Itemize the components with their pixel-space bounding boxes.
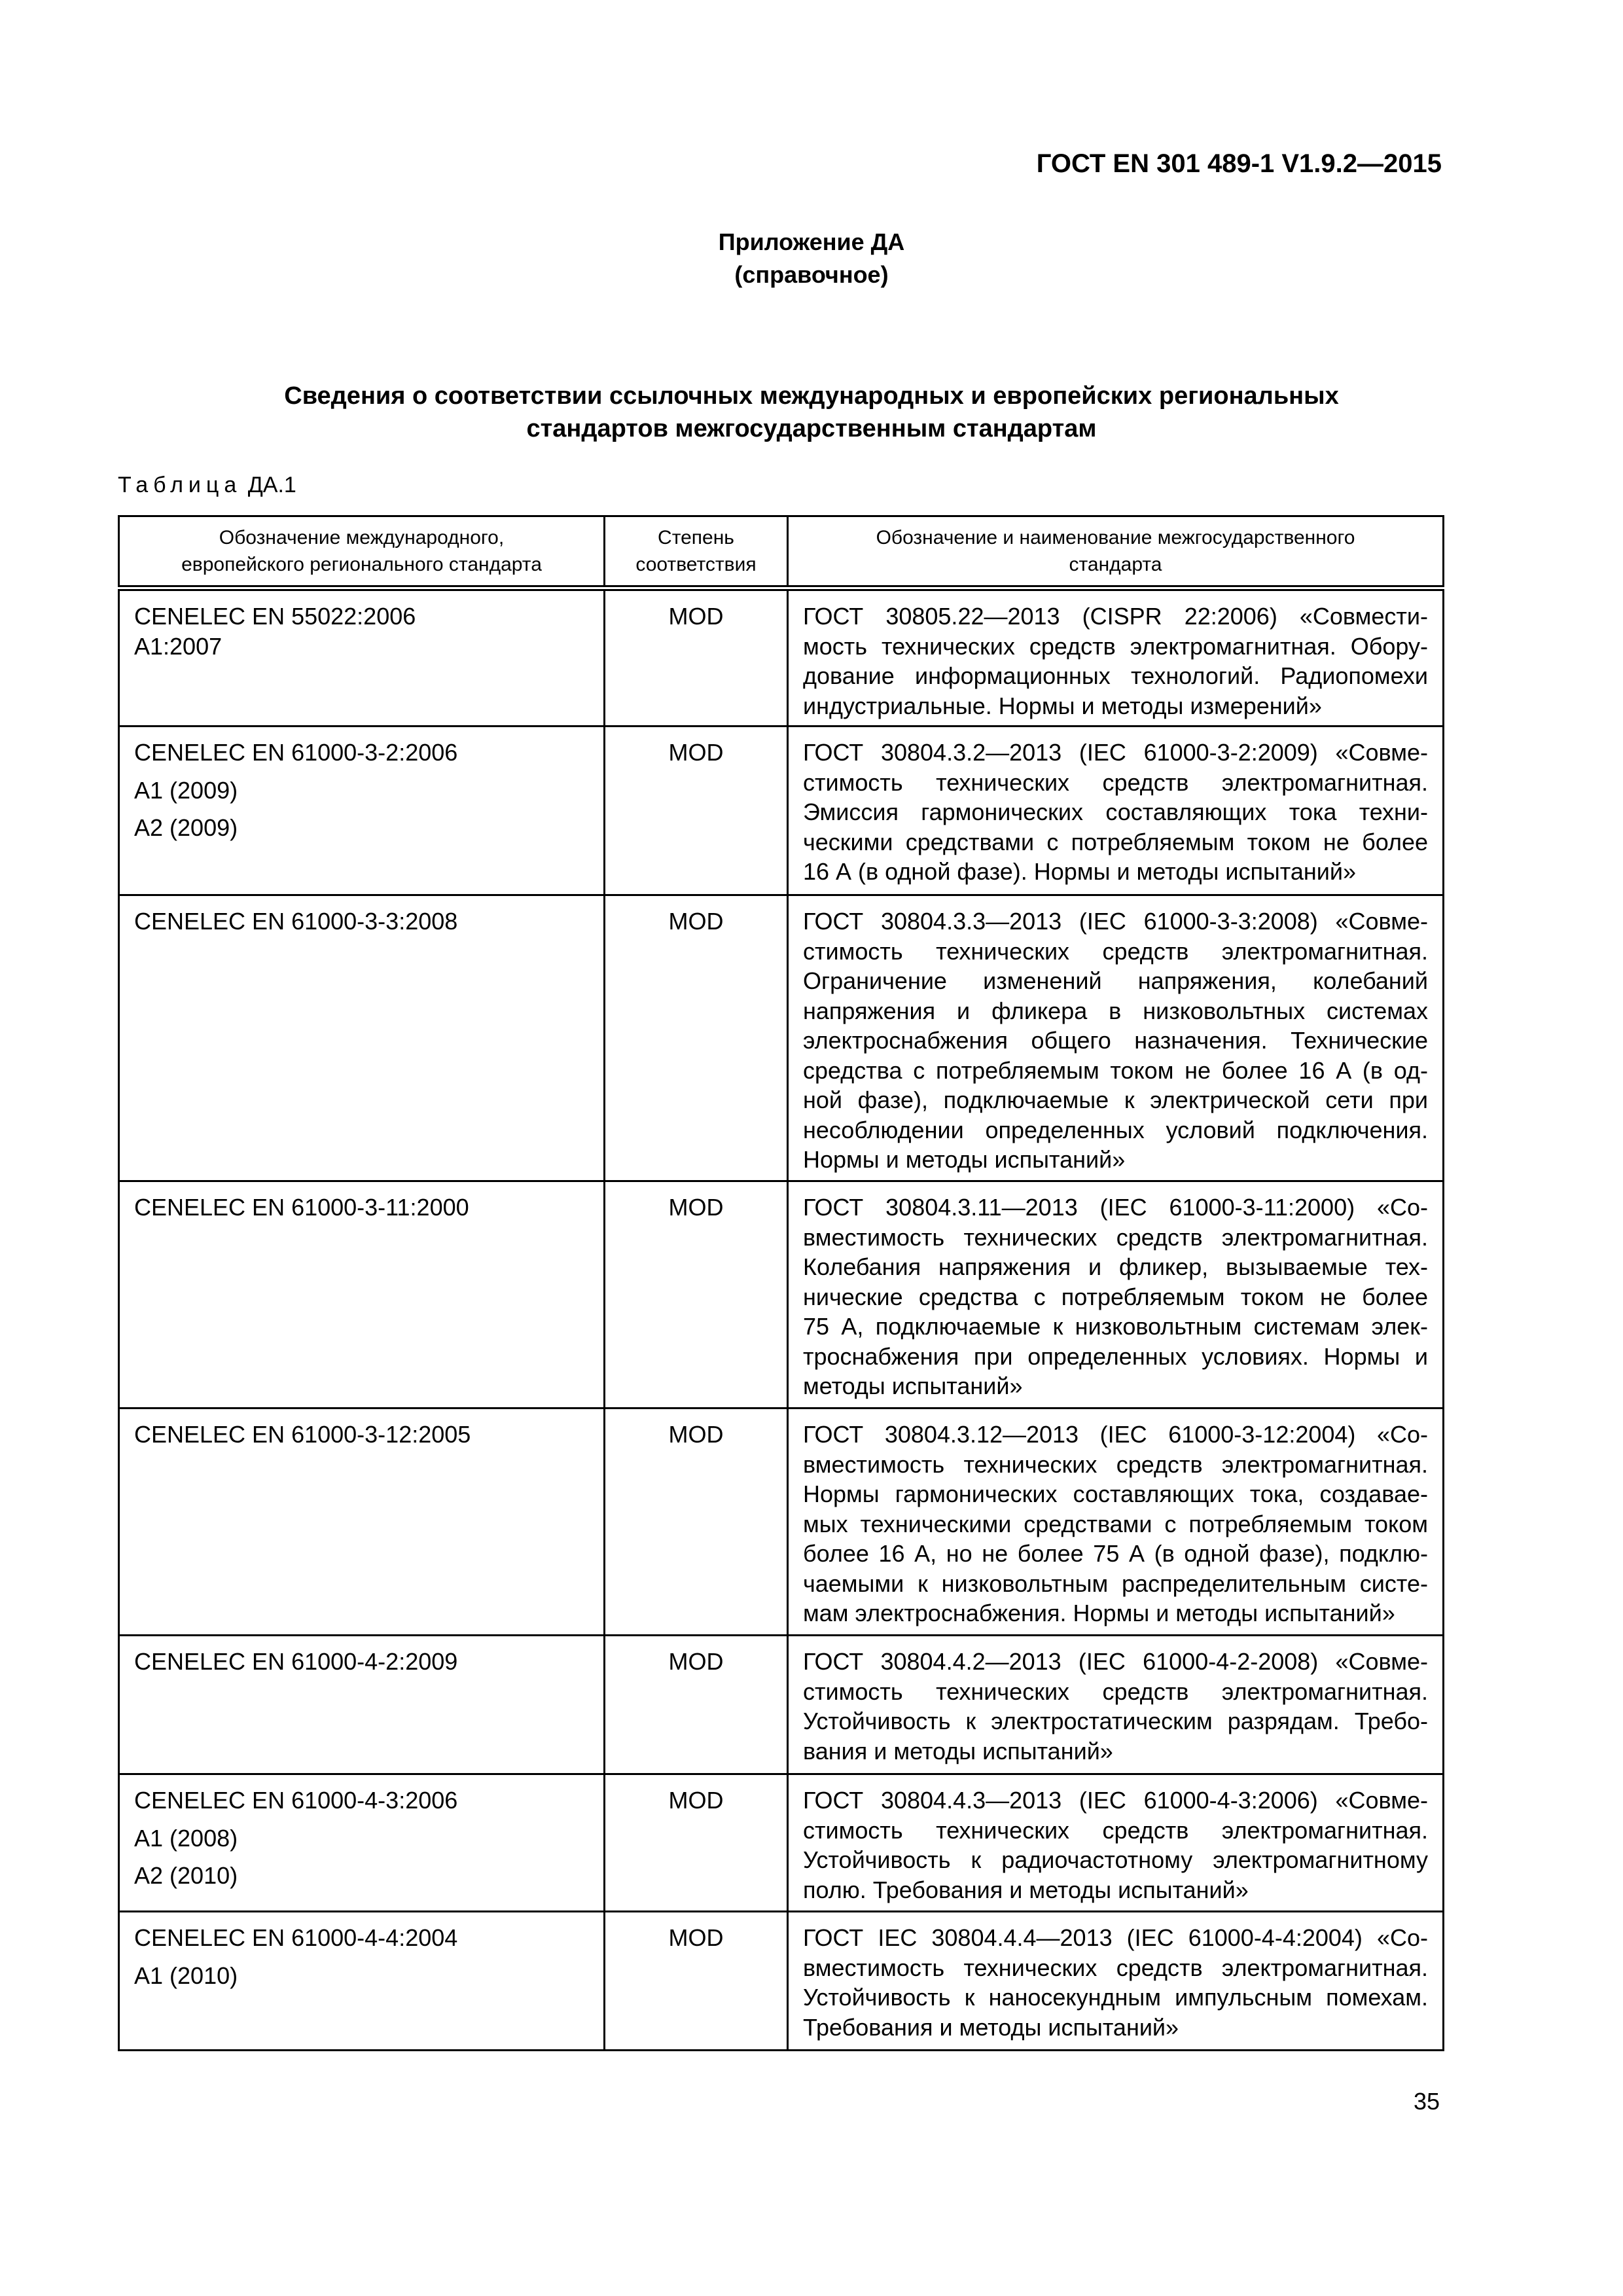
header-line: стандарта (1069, 554, 1162, 575)
text-line: ГОСТ 30805.22—2013 (CISPR 22:2006) «Совмести- (803, 603, 1428, 630)
cell-interstate-standard (788, 1408, 1444, 1636)
text-line: несоблюдении определенных условий подключения. (803, 1116, 1428, 1143)
table-row (119, 588, 1444, 726)
standard-designation: CENELEC EN 61000-3-3:2008 (134, 908, 458, 935)
text-line: нические средства с потребляемым током не более (803, 1283, 1428, 1310)
text-line: Эмиссия гармонических составляющих тока техни- (803, 798, 1428, 825)
text-line: Ограничение изменений напряжения, колебаний (803, 967, 1428, 994)
cell-interstate-standard (788, 726, 1444, 895)
header-line: Степень (658, 527, 734, 548)
annex-subtitle: (справочное) (734, 261, 889, 288)
table-label-number: ДА.1 (247, 473, 296, 497)
cell-international-standard (119, 1181, 605, 1408)
cell-degree: MOD (605, 588, 788, 726)
annex-title: Приложение ДА (718, 228, 905, 255)
standard-designation: CENELEC EN 61000-4-3:2006 (134, 1787, 458, 1814)
header-line: европейского регионального стандарта (181, 554, 542, 575)
table-label-word: Таблица (118, 473, 242, 497)
text-line: ной фазе), подключаемые к электрической сети при (803, 1086, 1428, 1113)
cell-interstate-standard (788, 1774, 1444, 1912)
cell-international-standard (119, 1774, 605, 1912)
text-line: Устойчивость к наносекундным импульсным помехам. (803, 1984, 1428, 2011)
standard-designation: CENELEC EN 55022:2006 (134, 603, 416, 630)
section-heading (0, 380, 1623, 445)
annex-title-block (0, 226, 1623, 291)
text-line: ГОСТ 30804.3.2—2013 (IEC 61000-3-2:2009) «Совме- (803, 739, 1428, 766)
table-row (119, 895, 1444, 1181)
cell-international-standard (119, 1408, 605, 1636)
table-row (119, 1408, 1444, 1636)
table-row (119, 726, 1444, 895)
standard-designation: A2 (2010) (134, 1862, 238, 1889)
cell-degree: MOD (605, 895, 788, 1181)
header-line: Обозначение международного, (219, 527, 505, 548)
heading-line-2: стандартов межгосударственным стандартам (526, 415, 1097, 442)
table-row (119, 1181, 1444, 1408)
text-line: ГОСТ 30804.4.2—2013 (IEC 61000-4-2-2008) «Совме- (803, 1648, 1428, 1675)
text-line: ГОСТ 30804.3.12—2013 (IEC 61000-3-12:2004) «Со- (803, 1421, 1428, 1448)
standard-designation: CENELEC EN 61000-3-12:2005 (134, 1421, 471, 1448)
header-international-standard (119, 516, 605, 588)
text-line: вместимость технических средств электромагнитная. (803, 1450, 1428, 1478)
text-line: Требования и методы испытаний» (803, 2013, 1179, 2041)
text-line: средства с потребляемым током не более 16 А (в од- (803, 1056, 1428, 1084)
standard-designation: A1 (2009) (134, 776, 238, 804)
cell-international-standard (119, 1912, 605, 2051)
text-line: индустриальные. Нормы и методы измерений» (803, 692, 1322, 719)
text-line: троснабжения при определенных условиях. Нормы и (803, 1342, 1428, 1370)
text-line: вместимость технических средств электромагнитная. (803, 1223, 1428, 1251)
cell-degree: MOD (605, 1912, 788, 2051)
text-line: 16 А (в одной фазе). Нормы и методы испытаний» (803, 858, 1357, 885)
cell-interstate-standard (788, 1636, 1444, 1774)
text-line: методы испытаний» (803, 1372, 1023, 1399)
table-row (119, 1636, 1444, 1774)
cell-international-standard (119, 588, 605, 726)
text-line: Устойчивость к электростатическим разрядам. Требо- (803, 1708, 1428, 1734)
text-line: Нормы гармонических составляющих тока, создавае- (803, 1480, 1428, 1507)
cell-international-standard (119, 1636, 605, 1774)
header-line: Обозначение и наименование межгосударственного (876, 527, 1355, 548)
page-number: 35 (1413, 2088, 1440, 2115)
text-line: вания и методы испытаний» (803, 1737, 1113, 1765)
heading-line-1: Сведения о соответствии ссылочных международных и европейских региональных (284, 382, 1339, 410)
text-line: чаемыми к низковольтным распределительным систе- (803, 1570, 1428, 1597)
cell-degree: MOD (605, 1774, 788, 1912)
standard-designation: CENELEC EN 61000-3-2:2006 (134, 739, 458, 766)
table-row (119, 1774, 1444, 1912)
standard-designation: CENELEC EN 61000-4-2:2009 (134, 1648, 458, 1675)
standard-designation: A1 (2010) (134, 1962, 238, 1989)
header-degree (605, 516, 788, 588)
standard-designation: A2 (2009) (134, 814, 238, 841)
text-line: электроснабжения общего назначения. Технические (803, 1027, 1428, 1054)
text-line: ческими средствами с потребляемым током не более (803, 828, 1428, 855)
text-line: Нормы и методы испытаний» (803, 1146, 1126, 1173)
text-line: более 16 А, но не более 75 А (в одной фазе), подклю- (803, 1540, 1428, 1567)
standard-designation: A1:2007 (134, 632, 223, 660)
header-line: соответствия (635, 554, 757, 575)
text-line: напряжения и фликера в низковольтных системах (803, 997, 1428, 1024)
cell-degree: MOD (605, 1636, 788, 1774)
cell-international-standard (119, 726, 605, 895)
text-line: ГОСТ IEC 30804.4.4—2013 (IEC 61000-4-4:2004) «Со- (803, 1924, 1428, 1951)
text-line: Устойчивость к радиочастотному электромагнитному (803, 1846, 1428, 1873)
document-code: ГОСТ EN 301 489-1 V1.9.2—2015 (1036, 149, 1442, 178)
text-line: дование информационных технологий. Радиопомехи (803, 662, 1428, 689)
text-line: мых техническими средствами с потребляемым током (803, 1510, 1428, 1537)
text-line: полю. Требования и методы испытаний» (803, 1876, 1249, 1903)
standards-correspondence-table (118, 515, 1444, 2051)
cell-interstate-standard (788, 1912, 1444, 2051)
text-line: ГОСТ 30804.3.11—2013 (IEC 61000-3-11:2000) «Со- (803, 1194, 1428, 1221)
text-line: ГОСТ 30804.3.3—2013 (IEC 61000-3-3:2008) «Совме- (803, 908, 1428, 935)
text-line: стимость технических средств электромагнитная. (803, 937, 1428, 965)
text-line: мость технических средств электромагнитная. Обору- (803, 632, 1428, 660)
text-line: ГОСТ 30804.4.3—2013 (IEC 61000-4-3:2006) «Совме- (803, 1787, 1428, 1814)
cell-interstate-standard (788, 895, 1444, 1181)
text-line: 75 А, подключаемые к низковольтным системам элек- (803, 1313, 1428, 1340)
cell-degree: MOD (605, 726, 788, 895)
standard-designation: CENELEC EN 61000-3-11:2000 (134, 1194, 469, 1221)
standard-designation: A1 (2008) (134, 1824, 238, 1852)
standard-designation: CENELEC EN 61000-4-4:2004 (134, 1924, 458, 1951)
cell-degree: MOD (605, 1408, 788, 1636)
table-label (118, 473, 296, 498)
cell-interstate-standard (788, 1181, 1444, 1408)
text-line: Колебания напряжения и фликер, вызываемые тех- (803, 1253, 1428, 1280)
text-line: стимость технических средств электромагнитная. (803, 1816, 1428, 1844)
cell-degree: MOD (605, 1181, 788, 1408)
cell-international-standard (119, 895, 605, 1181)
table-row (119, 1912, 1444, 2051)
header-interstate-standard (788, 516, 1444, 588)
table-header-row (119, 516, 1444, 588)
text-line: вместимость технических средств электромагнитная. (803, 1954, 1428, 1981)
cell-interstate-standard (788, 588, 1444, 726)
text-line: стимость технических средств электромагнитная. (803, 1677, 1428, 1705)
text-line: стимость технических средств электромагнитная. (803, 768, 1428, 796)
text-line: мам электроснабжения. Нормы и методы испытаний» (803, 1600, 1395, 1626)
